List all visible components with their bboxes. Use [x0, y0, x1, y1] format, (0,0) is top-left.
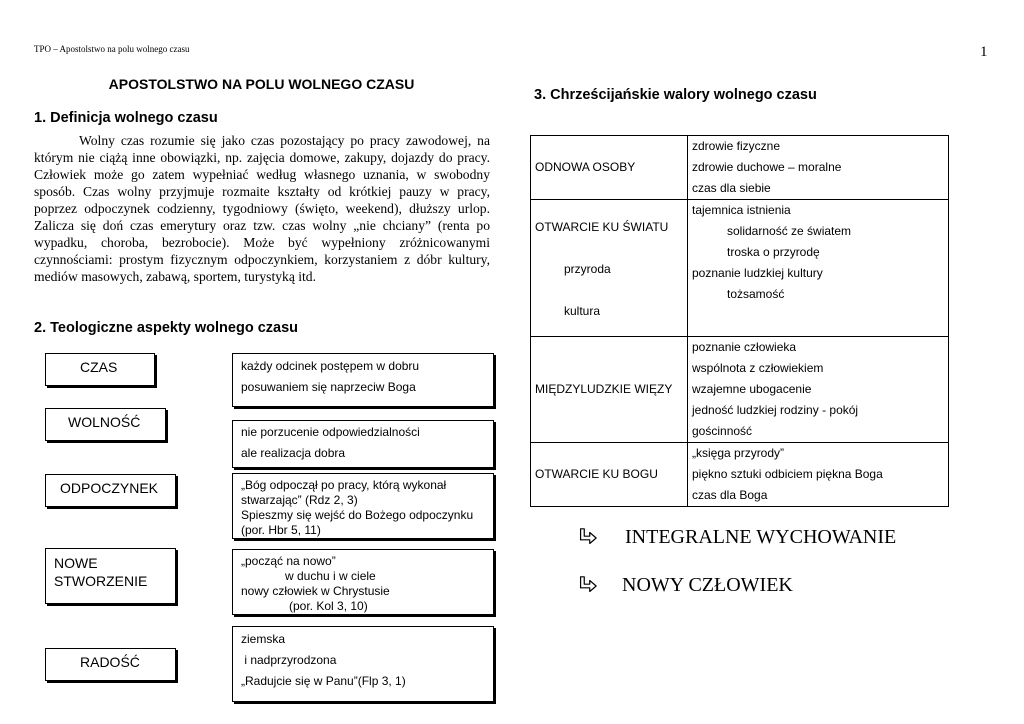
value-line: czas dla siebie	[692, 181, 771, 195]
description-line: (por. Kol 3, 10)	[289, 599, 368, 613]
table-cell-category	[531, 443, 688, 507]
description-line: „Bóg odpoczął po pracy, którą wykonał	[241, 478, 447, 492]
description-line: (por. Hbr 5, 11)	[241, 523, 321, 537]
description-line: nie porzucenie odpowiedzialności	[241, 425, 420, 439]
section-2-heading: 2. Teologiczne aspekty wolnego czasu	[34, 320, 299, 336]
category-sublabel: przyroda	[564, 262, 611, 276]
aspect-description-odpoczynek	[232, 473, 494, 539]
table-row	[531, 443, 949, 507]
description-line: w duchu i w ciele	[285, 569, 376, 583]
table-cell-values	[688, 200, 949, 337]
value-line: „księga przyrody”	[692, 446, 785, 460]
table-row	[531, 337, 949, 443]
aspect-label-czas: CZAS	[45, 353, 155, 386]
value-line: poznanie człowieka	[692, 340, 797, 354]
description-line: Spieszmy się wejść do Bożego odpoczynku	[241, 508, 474, 522]
category-label: OTWARCIE KU BOGU	[535, 467, 658, 481]
section-1-heading: 1. Definicja wolnego czasu	[34, 110, 218, 126]
page-number: 1	[980, 44, 988, 60]
table-cell-values	[688, 136, 949, 200]
table-row	[531, 136, 949, 200]
value-line: zdrowie duchowe – moralne	[692, 160, 842, 174]
table-cell-category	[531, 200, 688, 337]
aspect-description-czas	[232, 353, 494, 407]
category-label: ODNOWA OSOBY	[535, 160, 636, 174]
value-line: poznanie ludzkiej kultury	[692, 266, 823, 280]
value-line: piękno sztuki odbiciem piękna Boga	[692, 467, 883, 481]
value-line: tajemnica istnienia	[692, 203, 791, 217]
value-line: tożsamość	[727, 287, 785, 301]
aspect-label-radosc: RADOŚĆ	[45, 648, 176, 681]
hollow-arrow-icon	[576, 527, 598, 549]
category-label: MIĘDZYLUDZKIE WIĘZY	[535, 382, 673, 396]
table-cell-category	[531, 136, 688, 200]
table-cell-values	[688, 443, 949, 507]
values-table	[530, 135, 949, 507]
value-line: jedność ludzkiej rodziny - pokój	[692, 403, 859, 417]
document-title: APOSTOLSTWO NA POLU WOLNEGO CZASU	[108, 76, 415, 92]
value-line: czas dla Boga	[692, 488, 768, 502]
aspect-description-radosc	[232, 626, 494, 702]
conclusion-new-man	[576, 574, 793, 597]
description-line: posuwaniem się naprzeciw Boga	[241, 380, 416, 394]
description-line: i nadprzyrodzona	[241, 653, 337, 667]
table-row	[531, 200, 949, 337]
aspect-label-odpoczynek: ODPOCZYNEK	[45, 474, 176, 507]
value-line: solidarność ze światem	[727, 224, 852, 238]
value-line: wzajemne ubogacenie	[692, 382, 812, 396]
category-label: OTWARCIE KU ŚWIATU	[535, 220, 669, 234]
aspect-label-line: NOWE	[54, 555, 98, 571]
aspect-label-wolnosc: WOLNOŚĆ	[45, 408, 166, 441]
description-line: stwarzając” (Rdz 2, 3)	[241, 493, 358, 507]
aspect-description-nowe-stworzenie	[232, 549, 494, 615]
description-line: „Radujcie się w Panu”(Flp 3, 1)	[241, 674, 406, 688]
description-line: ziemska	[241, 632, 286, 646]
category-sublabel: kultura	[564, 304, 601, 318]
definition-paragraph: Wolny czas rozumie się jako czas pozostający po pracy zawodowej, na którym nie ciążą inne obowiązki, np. zajęcia domowe, zakupy, dojazdy do pracy. Człowiek może go zatem wypełniać według własnego uznania, w swobodny sposób. Czas wolny przyjmuje rozmaite kształty od krótkiej pauzy w pracy, poprzez odpoczynek codzienny, tygodniowy (święto, weekend), dłuższy urlop. Zalicza się doń czas emerytury oraz tzw. czas wolny „nie chciany” (renta po wypadku, choroba, bezrobocie). Może być wypełniony zróżnicowanymi czynnościami: prostym fizycznym odpoczynkiem, korzystaniem z dóbr kultury, mediów masowych, zabawą, sportem, turystyką itd.	[34, 133, 490, 284]
value-line: zdrowie fizyczne	[692, 139, 781, 153]
description-line: „począć na nowo”	[241, 554, 336, 568]
value-line: wspólnota z człowiekiem	[692, 361, 824, 375]
conclusion-integral-education	[576, 526, 896, 549]
conclusion-text: NOWY CZŁOWIEK	[622, 574, 793, 596]
table-cell-values	[688, 337, 949, 443]
value-line: troska o przyrodę	[727, 245, 820, 259]
aspect-description-wolnosc	[232, 420, 494, 468]
aspect-label-nowe-stworzenie	[45, 548, 176, 604]
hollow-arrow-icon	[576, 575, 598, 597]
running-header: TPO – Apostolstwo na polu wolnego czasu	[34, 44, 190, 54]
description-line: ale realizacja dobra	[241, 446, 346, 460]
description-line: nowy człowiek w Chrystusie	[241, 584, 390, 598]
table-cell-category	[531, 337, 688, 443]
description-line: każdy odcinek postępem w dobru	[241, 359, 420, 373]
section-3-heading: 3. Chrześcijańskie walory wolnego czasu	[534, 87, 817, 103]
aspect-label-line: STWORZENIE	[54, 573, 148, 589]
value-line: gościnność	[692, 424, 753, 438]
conclusion-text: INTEGRALNE WYCHOWANIE	[625, 526, 897, 548]
